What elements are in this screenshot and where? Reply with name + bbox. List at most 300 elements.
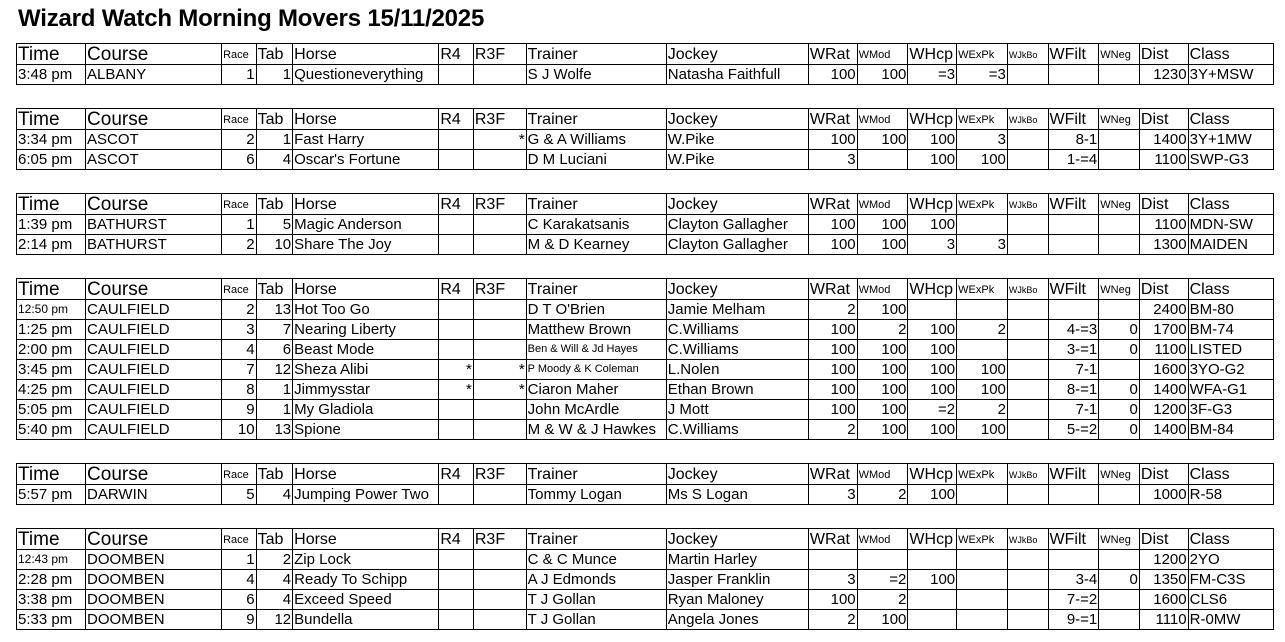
cell-r3f [473, 215, 526, 235]
cell-class: SWP-G3 [1188, 150, 1273, 170]
cell-dist: 1200 [1139, 550, 1188, 570]
cell-wjkbo [1007, 400, 1048, 420]
cell-r4 [439, 150, 474, 170]
cell-wneg: 0 [1099, 320, 1140, 340]
cell-tab: 4 [256, 485, 293, 505]
column-header-wmod: WMod [857, 194, 908, 215]
cell-wexpk [957, 340, 1008, 360]
cell-wjkbo [1007, 550, 1048, 570]
cell-race: 8 [222, 380, 257, 400]
cell-jockey: Ryan Maloney [666, 590, 808, 610]
cell-trainer: T J Gollan [526, 610, 666, 630]
cell-wrat: 100 [808, 320, 857, 340]
cell-tab: 7 [256, 320, 293, 340]
cell-r3f [473, 610, 526, 630]
cell-race: 3 [222, 320, 257, 340]
cell-wjkbo [1007, 420, 1048, 440]
cell-r4 [439, 320, 474, 340]
cell-r4 [439, 590, 474, 610]
column-header-tab: Tab [256, 109, 293, 130]
cell-r3f [473, 590, 526, 610]
column-header-trainer: Trainer [526, 279, 666, 300]
cell-jockey: C.Williams [666, 320, 808, 340]
column-header-wrat: WRat [808, 44, 857, 65]
column-header-r3f: R3F [473, 529, 526, 550]
table-row [17, 380, 1274, 400]
column-header-wfilt: WFilt [1048, 109, 1099, 130]
table-row [17, 485, 1274, 505]
cell-wrat: 2 [808, 420, 857, 440]
cell-trainer: P Moody & K Coleman [526, 360, 666, 380]
cell-whcp: 100 [908, 570, 957, 590]
column-header-jockey: Jockey [666, 279, 808, 300]
cell-wneg [1099, 485, 1140, 505]
table-row [17, 215, 1274, 235]
cell-wfilt [1048, 235, 1099, 255]
cell-wneg [1099, 550, 1140, 570]
column-header-race: Race [222, 279, 257, 300]
cell-wneg [1099, 65, 1140, 85]
column-header-class: Class [1188, 279, 1273, 300]
table-row [17, 570, 1274, 590]
page-title: Wizard Watch Morning Movers 15/11/2025 [18, 5, 485, 32]
cell-dist: 1600 [1139, 360, 1188, 380]
cell-r3f [473, 340, 526, 360]
cell-class: WFA-G1 [1188, 380, 1273, 400]
cell-wneg [1099, 610, 1140, 630]
cell-time: 3:48 pm [17, 65, 86, 85]
cell-wjkbo [1007, 380, 1048, 400]
cell-jockey: Ms S Logan [666, 485, 808, 505]
cell-jockey: Martin Harley [666, 550, 808, 570]
cell-r4: * [439, 360, 474, 380]
cell-tab: 2 [256, 550, 293, 570]
cell-class: CLS6 [1188, 590, 1273, 610]
column-header-trainer: Trainer [526, 44, 666, 65]
cell-wjkbo [1007, 150, 1048, 170]
column-header-course: Course [86, 194, 222, 215]
cell-wrat: 100 [808, 360, 857, 380]
cell-wexpk: 2 [957, 320, 1008, 340]
column-header-course: Course [86, 109, 222, 130]
cell-jockey: W.Pike [666, 130, 808, 150]
cell-r3f [473, 65, 526, 85]
cell-r4 [439, 65, 474, 85]
table-row [17, 320, 1274, 340]
column-header-wneg: WNeg [1099, 464, 1140, 485]
cell-wmod: 100 [857, 65, 908, 85]
cell-tab: 1 [256, 380, 293, 400]
cell-tab: 4 [256, 590, 293, 610]
column-header-r3f: R3F [473, 194, 526, 215]
cell-wjkbo [1007, 360, 1048, 380]
cell-horse: Zip Lock [293, 550, 439, 570]
table-row [17, 420, 1274, 440]
cell-trainer: Ben & Will & Jd Hayes [526, 340, 666, 360]
cell-wjkbo [1007, 65, 1048, 85]
column-header-horse: Horse [293, 109, 439, 130]
column-header-horse: Horse [293, 194, 439, 215]
cell-wrat: 2 [808, 300, 857, 320]
column-header-wneg: WNeg [1099, 529, 1140, 550]
column-header-time: Time [17, 464, 86, 485]
cell-wjkbo [1007, 215, 1048, 235]
cell-trainer: John McArdle [526, 400, 666, 420]
table-row [17, 130, 1274, 150]
column-header-jockey: Jockey [666, 194, 808, 215]
column-header-race: Race [222, 44, 257, 65]
cell-course: ALBANY [86, 65, 222, 85]
cell-wexpk [957, 215, 1008, 235]
cell-wjkbo [1007, 610, 1048, 630]
cell-wfilt [1048, 550, 1099, 570]
cell-horse: Exceed Speed [293, 590, 439, 610]
column-header-r4: R4 [439, 464, 474, 485]
cell-race: 1 [222, 65, 257, 85]
race-group-table [16, 528, 1274, 630]
cell-wneg: 0 [1099, 570, 1140, 590]
cell-dist: 1700 [1139, 320, 1188, 340]
column-header-r4: R4 [439, 109, 474, 130]
cell-wneg [1099, 300, 1140, 320]
column-header-r3f: R3F [473, 279, 526, 300]
column-header-r3f: R3F [473, 44, 526, 65]
cell-race: 4 [222, 570, 257, 590]
column-header-race: Race [222, 194, 257, 215]
header-row [17, 109, 1274, 130]
column-header-wexpk: WExPk [957, 529, 1008, 550]
cell-trainer: M & D Kearney [526, 235, 666, 255]
table-row [17, 340, 1274, 360]
race-group-table [16, 43, 1274, 85]
cell-course: CAULFIELD [86, 320, 222, 340]
column-header-jockey: Jockey [666, 464, 808, 485]
column-header-wneg: WNeg [1099, 279, 1140, 300]
column-header-wexpk: WExPk [957, 109, 1008, 130]
cell-wneg: 0 [1099, 400, 1140, 420]
cell-wexpk [957, 485, 1008, 505]
column-header-whcp: WHcp [908, 194, 957, 215]
column-header-jockey: Jockey [666, 529, 808, 550]
cell-course: ASCOT [86, 150, 222, 170]
cell-r3f [473, 235, 526, 255]
cell-class: 3Y+1MW [1188, 130, 1273, 150]
cell-tab: 1 [256, 400, 293, 420]
cell-wmod: 100 [857, 130, 908, 150]
cell-jockey: Ethan Brown [666, 380, 808, 400]
column-header-dist: Dist [1139, 464, 1188, 485]
column-header-wrat: WRat [808, 529, 857, 550]
cell-course: CAULFIELD [86, 380, 222, 400]
cell-wexpk: 3 [957, 130, 1008, 150]
cell-wexpk: 3 [957, 235, 1008, 255]
cell-wrat [808, 550, 857, 570]
cell-horse: Oscar's Fortune [293, 150, 439, 170]
cell-whcp: =3 [908, 65, 957, 85]
cell-course: DOOMBEN [86, 550, 222, 570]
column-header-wmod: WMod [857, 529, 908, 550]
column-header-course: Course [86, 464, 222, 485]
cell-horse: Questioneverything [293, 65, 439, 85]
column-header-wjkbo: WJkBo [1007, 464, 1048, 485]
cell-wneg: 0 [1099, 420, 1140, 440]
cell-tab: 13 [256, 420, 293, 440]
cell-horse: Fast Harry [293, 130, 439, 150]
cell-horse: Jimmysstar [293, 380, 439, 400]
cell-wjkbo [1007, 570, 1048, 590]
cell-class: FM-C3S [1188, 570, 1273, 590]
cell-dist: 1230 [1139, 65, 1188, 85]
cell-tab: 1 [256, 130, 293, 150]
cell-dist: 1200 [1139, 400, 1188, 420]
cell-wrat: 100 [808, 215, 857, 235]
cell-wneg [1099, 130, 1140, 150]
cell-r4 [439, 300, 474, 320]
cell-time: 2:14 pm [17, 235, 86, 255]
cell-class: R-58 [1188, 485, 1273, 505]
cell-wrat: 3 [808, 570, 857, 590]
header-row [17, 464, 1274, 485]
cell-course: CAULFIELD [86, 360, 222, 380]
cell-whcp: 100 [908, 340, 957, 360]
column-header-wexpk: WExPk [957, 44, 1008, 65]
cell-tab: 13 [256, 300, 293, 320]
cell-horse: Sheza Alibi [293, 360, 439, 380]
cell-wmod: =2 [857, 570, 908, 590]
cell-wexpk: 100 [957, 420, 1008, 440]
cell-horse: Beast Mode [293, 340, 439, 360]
cell-course: CAULFIELD [86, 300, 222, 320]
column-header-wfilt: WFilt [1048, 279, 1099, 300]
cell-trainer: M & W & J Hawkes [526, 420, 666, 440]
cell-time: 5:33 pm [17, 610, 86, 630]
column-header-tab: Tab [256, 194, 293, 215]
cell-wfilt: 8-1 [1048, 130, 1099, 150]
cell-whcp [908, 300, 957, 320]
cell-class: 3F-G3 [1188, 400, 1273, 420]
cell-time: 5:05 pm [17, 400, 86, 420]
column-header-course: Course [86, 44, 222, 65]
cell-wmod: 2 [857, 320, 908, 340]
cell-jockey: Angela Jones [666, 610, 808, 630]
cell-r4 [439, 570, 474, 590]
cell-wrat: 100 [808, 380, 857, 400]
column-header-wrat: WRat [808, 109, 857, 130]
column-header-trainer: Trainer [526, 109, 666, 130]
cell-race: 6 [222, 590, 257, 610]
column-header-time: Time [17, 194, 86, 215]
cell-race: 1 [222, 550, 257, 570]
cell-wmod: 100 [857, 400, 908, 420]
column-header-trainer: Trainer [526, 194, 666, 215]
cell-course: CAULFIELD [86, 340, 222, 360]
cell-class: 3YO-G2 [1188, 360, 1273, 380]
cell-wmod: 100 [857, 300, 908, 320]
column-header-course: Course [86, 279, 222, 300]
cell-wexpk: =3 [957, 65, 1008, 85]
cell-time: 4:25 pm [17, 380, 86, 400]
cell-class: 2YO [1188, 550, 1273, 570]
cell-whcp: =2 [908, 400, 957, 420]
cell-course: CAULFIELD [86, 400, 222, 420]
cell-wneg [1099, 235, 1140, 255]
cell-time: 6:05 pm [17, 150, 86, 170]
cell-wjkbo [1007, 320, 1048, 340]
cell-whcp: 100 [908, 215, 957, 235]
cell-time: 2:28 pm [17, 570, 86, 590]
column-header-horse: Horse [293, 44, 439, 65]
table-row [17, 235, 1274, 255]
cell-horse: Jumping Power Two [293, 485, 439, 505]
cell-race: 2 [222, 130, 257, 150]
column-header-trainer: Trainer [526, 529, 666, 550]
column-header-wmod: WMod [857, 44, 908, 65]
cell-wfilt: 7-1 [1048, 360, 1099, 380]
cell-r4 [439, 235, 474, 255]
cell-wneg: 0 [1099, 380, 1140, 400]
cell-course: DOOMBEN [86, 590, 222, 610]
column-header-class: Class [1188, 109, 1273, 130]
column-header-class: Class [1188, 464, 1273, 485]
cell-trainer: C & C Munce [526, 550, 666, 570]
column-header-dist: Dist [1139, 194, 1188, 215]
cell-wmod: 2 [857, 485, 908, 505]
cell-trainer: Tommy Logan [526, 485, 666, 505]
column-header-wjkbo: WJkBo [1007, 529, 1048, 550]
cell-class: MAIDEN [1188, 235, 1273, 255]
column-header-wneg: WNeg [1099, 44, 1140, 65]
cell-tab: 4 [256, 150, 293, 170]
header-row [17, 279, 1274, 300]
cell-r3f [473, 400, 526, 420]
cell-r4 [439, 340, 474, 360]
cell-wfilt: 7-1 [1048, 400, 1099, 420]
column-header-r4: R4 [439, 529, 474, 550]
cell-r4 [439, 130, 474, 150]
column-header-horse: Horse [293, 529, 439, 550]
cell-dist: 1100 [1139, 215, 1188, 235]
cell-dist: 1400 [1139, 130, 1188, 150]
cell-horse: Spione [293, 420, 439, 440]
cell-wmod: 100 [857, 420, 908, 440]
cell-jockey: Clayton Gallagher [666, 235, 808, 255]
race-group-table [16, 193, 1274, 255]
cell-wrat: 100 [808, 340, 857, 360]
cell-r4 [439, 400, 474, 420]
cell-jockey: Clayton Gallagher [666, 215, 808, 235]
column-header-dist: Dist [1139, 279, 1188, 300]
cell-wjkbo [1007, 590, 1048, 610]
cell-r3f: * [473, 130, 526, 150]
cell-wjkbo [1007, 130, 1048, 150]
column-header-wfilt: WFilt [1048, 529, 1099, 550]
race-group-table [16, 108, 1274, 170]
table-row [17, 610, 1274, 630]
cell-wmod [857, 550, 908, 570]
cell-course: BATHURST [86, 235, 222, 255]
cell-whcp: 100 [908, 380, 957, 400]
cell-wrat: 100 [808, 130, 857, 150]
cell-tab: 4 [256, 570, 293, 590]
cell-wfilt: 1-=4 [1048, 150, 1099, 170]
column-header-r4: R4 [439, 279, 474, 300]
cell-wrat: 100 [808, 400, 857, 420]
cell-time: 1:39 pm [17, 215, 86, 235]
table-row [17, 300, 1274, 320]
column-header-wrat: WRat [808, 279, 857, 300]
cell-jockey: C.Williams [666, 420, 808, 440]
cell-wrat: 100 [808, 590, 857, 610]
cell-trainer: Matthew Brown [526, 320, 666, 340]
cell-jockey: C.Williams [666, 340, 808, 360]
cell-wmod: 2 [857, 590, 908, 610]
cell-jockey: Jamie Melham [666, 300, 808, 320]
cell-time: 1:25 pm [17, 320, 86, 340]
cell-r3f [473, 300, 526, 320]
cell-trainer: T J Gollan [526, 590, 666, 610]
cell-wexpk: 2 [957, 400, 1008, 420]
cell-horse: Nearing Liberty [293, 320, 439, 340]
column-header-race: Race [222, 464, 257, 485]
cell-race: 2 [222, 235, 257, 255]
cell-wjkbo [1007, 340, 1048, 360]
column-header-wjkbo: WJkBo [1007, 279, 1048, 300]
column-header-class: Class [1188, 529, 1273, 550]
cell-wfilt [1048, 300, 1099, 320]
cell-trainer: C Karakatsanis [526, 215, 666, 235]
table-row [17, 550, 1274, 570]
column-header-race: Race [222, 529, 257, 550]
cell-whcp: 100 [908, 360, 957, 380]
column-header-wjkbo: WJkBo [1007, 44, 1048, 65]
cell-jockey: W.Pike [666, 150, 808, 170]
column-header-r4: R4 [439, 194, 474, 215]
column-header-whcp: WHcp [908, 44, 957, 65]
cell-whcp: 100 [908, 320, 957, 340]
cell-wfilt: 8-=1 [1048, 380, 1099, 400]
cell-jockey: L.Nolen [666, 360, 808, 380]
cell-time: 3:34 pm [17, 130, 86, 150]
cell-r3f: * [473, 380, 526, 400]
column-header-wjkbo: WJkBo [1007, 109, 1048, 130]
cell-r3f [473, 550, 526, 570]
column-header-wjkbo: WJkBo [1007, 194, 1048, 215]
cell-wneg [1099, 590, 1140, 610]
cell-course: CAULFIELD [86, 420, 222, 440]
cell-horse: Magic Anderson [293, 215, 439, 235]
cell-dist: 2400 [1139, 300, 1188, 320]
cell-class: BM-74 [1188, 320, 1273, 340]
column-header-wneg: WNeg [1099, 109, 1140, 130]
cell-course: DARWIN [86, 485, 222, 505]
cell-course: BATHURST [86, 215, 222, 235]
cell-race: 5 [222, 485, 257, 505]
column-header-wexpk: WExPk [957, 194, 1008, 215]
column-header-whcp: WHcp [908, 464, 957, 485]
cell-whcp [908, 550, 957, 570]
cell-wjkbo [1007, 300, 1048, 320]
cell-r4 [439, 550, 474, 570]
cell-r3f [473, 150, 526, 170]
column-header-whcp: WHcp [908, 529, 957, 550]
column-header-dist: Dist [1139, 529, 1188, 550]
header-row [17, 529, 1274, 550]
column-header-wneg: WNeg [1099, 194, 1140, 215]
column-header-whcp: WHcp [908, 109, 957, 130]
cell-horse: Hot Too Go [293, 300, 439, 320]
cell-class: BM-80 [1188, 300, 1273, 320]
cell-wneg [1099, 215, 1140, 235]
